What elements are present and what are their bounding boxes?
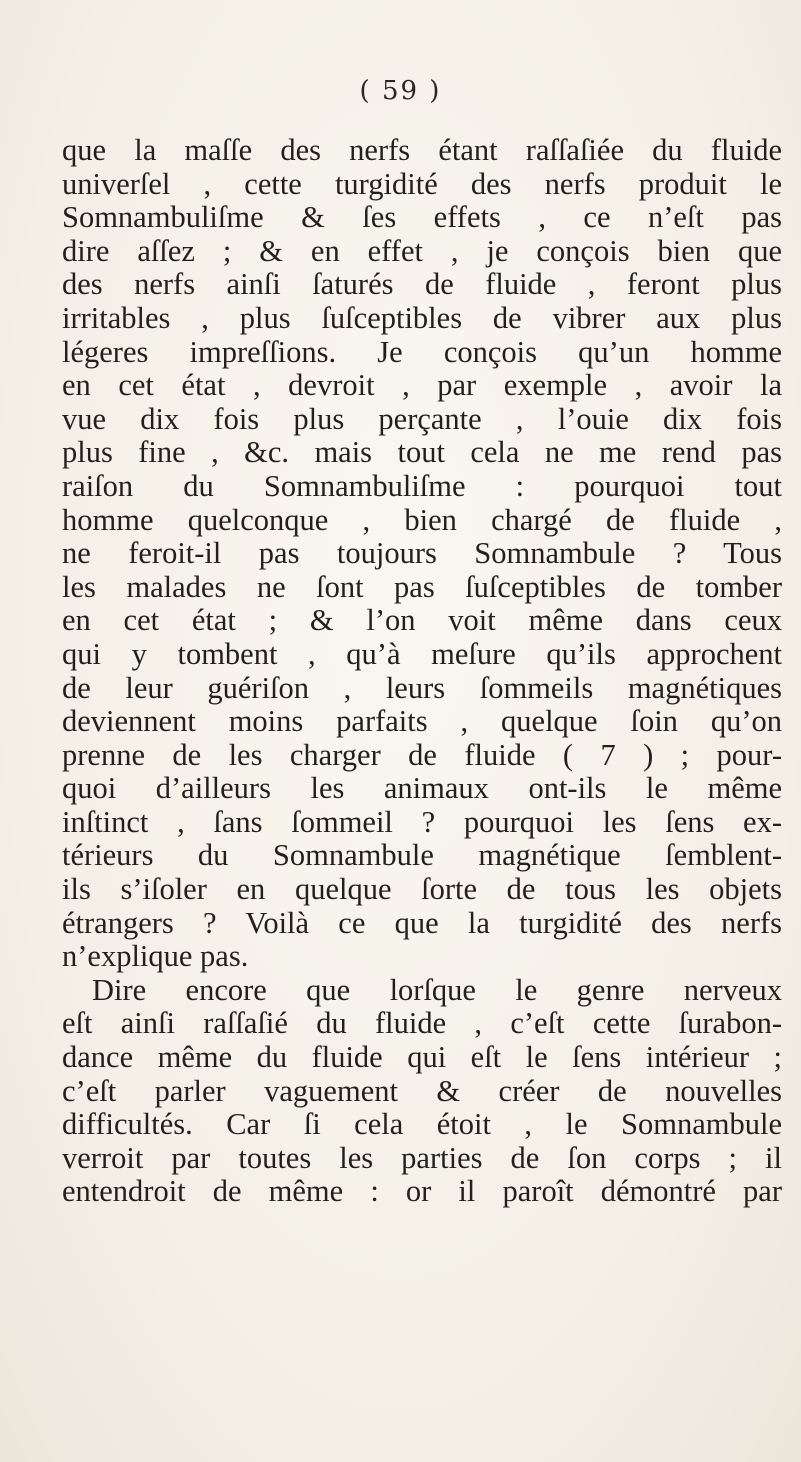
- text-line: les malades ne ſont pas ſuſceptibles de tomber: [62, 569, 782, 604]
- text-line: eſt ainſi raſſaſié du fluide , c’eſt cette ſurabon-: [62, 1006, 782, 1041]
- text-line: dance même du fluide qui eſt le ſens intérieur ;: [62, 1040, 782, 1075]
- text-line: difficultés. Car ſi cela étoit , le Somnambule: [62, 1107, 782, 1142]
- text-line: vue dix fois plus perçante , l’ouie dix fois: [62, 401, 782, 436]
- text-line: étrangers ? Voilà ce que la turgidité des nerfs: [62, 905, 782, 940]
- text-line: n’explique pas.: [62, 939, 249, 974]
- text-line: Somnambuliſme & ſes effets , ce n’eſt pas: [62, 200, 782, 235]
- text-line: de leur guériſon , leurs ſommeils magnétiques: [62, 670, 782, 705]
- text-line: ne feroit-il pas toujours Somnambule ? Tous: [62, 536, 782, 571]
- text-line: prenne de les charger de fluide ( 7 ) ; pour-: [62, 737, 782, 772]
- text-line: légeres impreſſions. Je conçois qu’un homme: [62, 334, 782, 369]
- text-line: dire aſſez ; & en effet , je conçois bien que: [62, 233, 782, 268]
- text-line: Dire encore que lorſque le genre nerveux: [92, 972, 782, 1007]
- text-line: en cet état , devroit , par exemple , avoir la: [62, 368, 782, 403]
- text-line: quoi d’ailleurs les animaux ont-ils le même: [62, 771, 782, 806]
- text-line: deviennent moins parfaits , quelque ſoin qu’on: [62, 704, 782, 739]
- page-number: ( 59 ): [359, 76, 442, 106]
- text-line: térieurs du Somnambule magnétique ſemblent-: [62, 838, 782, 873]
- text-line: entendroit de même : or il paroît démontré par: [62, 1174, 782, 1209]
- body-text: [62, 134, 782, 1209]
- text-line: plus fine , &c. mais tout cela ne me rend pas: [62, 435, 782, 470]
- text-line: irritables , plus ſuſceptibles de vibrer aux plus: [62, 300, 782, 335]
- text-line: ils s’iſoler en quelque ſorte de tous les objets: [62, 872, 782, 907]
- text-line: inſtinct , ſans ſommeil ? pourquoi les ſens ex-: [62, 804, 782, 839]
- text-line: verroit par toutes les parties de ſon corps ; il: [62, 1140, 782, 1175]
- text-line: univerſel , cette turgidité des nerfs produit le: [62, 166, 782, 201]
- text-line: qui y tombent , qu’à meſure qu’ils approchent: [62, 636, 782, 671]
- text-line: des nerfs ainſi ſaturés de fluide , feront plus: [62, 267, 782, 302]
- text-line: homme quelconque , bien chargé de fluide ,: [62, 502, 782, 537]
- text-line: raiſon du Somnambuliſme : pourquoi tout: [62, 468, 782, 503]
- text-line: en cet état ; & l’on voit même dans ceux: [62, 603, 782, 638]
- text-line: que la maſſe des nerfs étant raſſaſiée du fluide: [62, 133, 782, 167]
- text-line: c’eſt parler vaguement & créer de nouvelles: [62, 1073, 782, 1108]
